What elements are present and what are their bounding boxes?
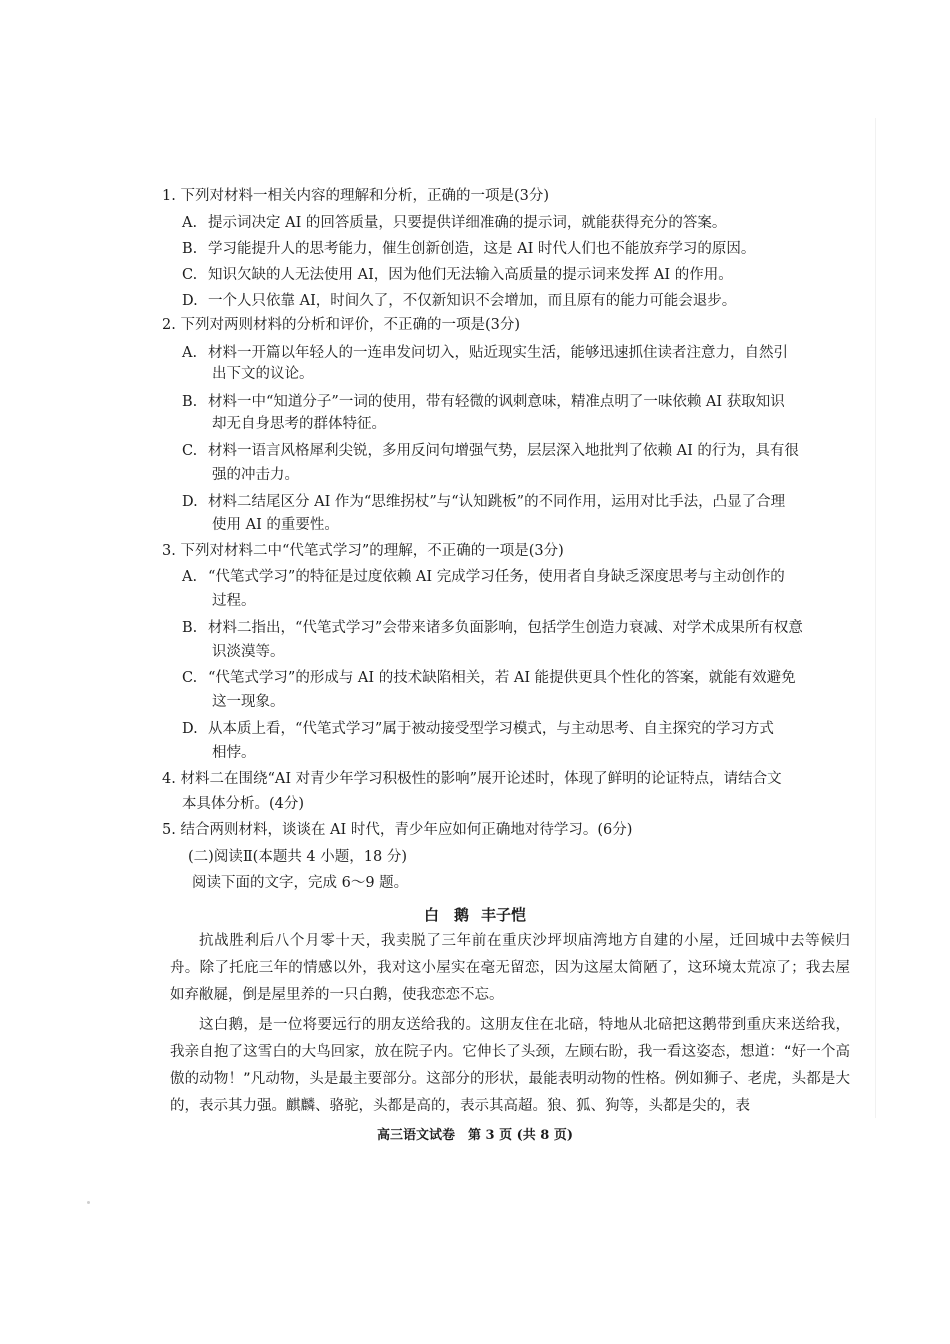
question-3-option-c-cont: 这一现象。 (212, 694, 285, 710)
question-3-option-a-cont: 过程。 (212, 593, 256, 609)
scan-speck (87, 1201, 90, 1204)
question-4-stem-cont: 本具体分析。(4分) (182, 796, 305, 812)
question-1-option-b (182, 236, 850, 262)
section-instruction: 阅读下面的文字，完成 6～9 题。 (192, 875, 409, 891)
scan-edge-line (875, 118, 876, 1118)
option-text: 材料一开篇以年轻人的一连串发问切入，贴近现实生活，能够迅速抓住读者注意力，自然引 (208, 345, 788, 361)
option-text: 材料一中“知道分子”一词的使用，带有轻微的讽刺意味，精准点明了一味依赖 AI 获取知识 (208, 394, 785, 410)
option-text: 提示词决定 AI 的回答质量，只要提供详细准确的提示词，就能获得充分的答案。 (208, 215, 727, 231)
article-author: 丰子恺 (481, 906, 527, 924)
article-paragraph-2: 这白鹅，是一位将要远行的朋友送给我的。这朋友住在北碚，特地从北碚把这鹅带到重庆来送给我，我亲自抱了这雪白的大鸟回家，放在院子内。它伸长了头颈，左顾右盼，我一看这姿态，想道：“好一个高傲的动物！”凡动物，头是最主要部分。这部分的形状，最能表明动物的性格。例如狮子、老虎，头都是大的，表示其力强。麒麟、骆驼，头都是高的，表示其高超。狼、狐、狗等，头都是尖的，表 (170, 1017, 850, 1114)
question-2-option-d (182, 489, 850, 515)
option-label: B. (182, 620, 198, 636)
question-3-option-d-cont: 相悖。 (212, 745, 256, 761)
option-label: D. (182, 721, 198, 737)
option-label: C. (182, 670, 198, 686)
article-paragraph-1: 抗战胜利后八个月零十天，我卖脱了三年前在重庆沙坪坝庙湾地方自建的小屋，迁回城中去等候归舟。除了托庇三年的情感以外，我对这小屋实在毫无留恋，因为这屋太简陋了，这环境太荒凉了；我去屋如弃敝屣，倒是屋里养的一只白鹅，使我恋恋不忘。 (170, 933, 850, 1003)
article-title: 白 鹅 (423, 906, 469, 924)
question-1-option-a (182, 210, 850, 236)
question-4-stem: 4. 材料二在围绕“AI 对青少年学习积极性的影响”展开论述时，体现了鲜明的论证特点，请结合文 (162, 771, 782, 787)
option-label: A. (182, 215, 198, 231)
question-2-option-d-cont: 使用 AI 的重要性。 (212, 517, 339, 533)
option-text: 学习能提升人的思考能力，催生创新创造，这是 AI 时代人们也不能放弃学习的原因。 (208, 241, 756, 257)
option-text: 材料一语言风格犀利尖锐，多用反问句增强气势，层层深入地批判了依赖 AI 的行为，具有很 (208, 443, 799, 459)
option-text: “代笔式学习”的特征是过度依赖 AI 完成学习任务，使用者自身缺乏深度思考与主动创作的 (208, 569, 785, 585)
option-label: C. (182, 267, 198, 283)
option-label: D. (182, 494, 198, 510)
option-label: A. (182, 569, 198, 585)
option-text: 一个人只依靠 AI，时间久了，不仅新知识不会增加，而且原有的能力可能会退步。 (208, 293, 737, 309)
option-text: “代笔式学习”的形成与 AI 的技术缺陷相关，若 AI 能提供更具个性化的答案，就能有效避免 (208, 670, 796, 686)
question-3-option-b-cont: 识淡漠等。 (212, 644, 285, 660)
question-1-option-d (182, 288, 850, 314)
question-2-option-b-cont: 却无自身思考的群体特征。 (212, 416, 386, 432)
question-2-stem: 2. 下列对两则材料的分析和评价，不正确的一项是(3分) (162, 317, 520, 333)
option-text: 从本质上看，“代笔式学习”属于被动接受型学习模式，与主动思考、自主探究的学习方式 (208, 721, 774, 737)
question-2-option-a-cont: 出下文的议论。 (212, 366, 314, 382)
question-5-stem: 5. 结合两则材料，谈谈在 AI 时代，青少年应如何正确地对待学习。(6分) (162, 822, 633, 838)
question-2-option-c-cont: 强的冲击力。 (212, 467, 299, 483)
option-text: 材料二结尾区分 AI 作为“思维拐杖”与“认知跳板”的不同作用，运用对比手法，凸显了合理 (208, 494, 786, 510)
question-1-option-c (182, 262, 850, 288)
option-label: C. (182, 443, 198, 459)
article-title-line (0, 904, 950, 925)
page-footer: 高三语文试卷 第 3 页 (共 8 页) (376, 1128, 574, 1143)
question-2-option-c (182, 438, 850, 464)
option-label: D. (182, 293, 198, 309)
question-3-option-a (182, 564, 850, 590)
question-3-stem: 3. 下列对材料二中“代笔式学习”的理解，不正确的一项是(3分) (162, 543, 564, 559)
option-label: A. (182, 345, 198, 361)
question-1-stem: 1. 下列对材料一相关内容的理解和分析，正确的一项是(3分) (162, 188, 549, 204)
option-text: 材料二指出，“代笔式学习”会带来诸多负面影响，包括学生创造力衰减、对学术成果所有权意 (208, 620, 803, 636)
question-3-option-c (182, 665, 850, 691)
option-label: B. (182, 241, 198, 257)
question-3-option-b (182, 615, 850, 641)
section-heading: (二)阅读Ⅱ(本题共 4 小题，18 分) (188, 849, 407, 865)
option-label: B. (182, 394, 198, 410)
question-3-option-d (182, 716, 850, 742)
option-text: 知识欠缺的人无法使用 AI，因为他们无法输入高质量的提示词来发挥 AI 的作用。 (208, 267, 733, 283)
